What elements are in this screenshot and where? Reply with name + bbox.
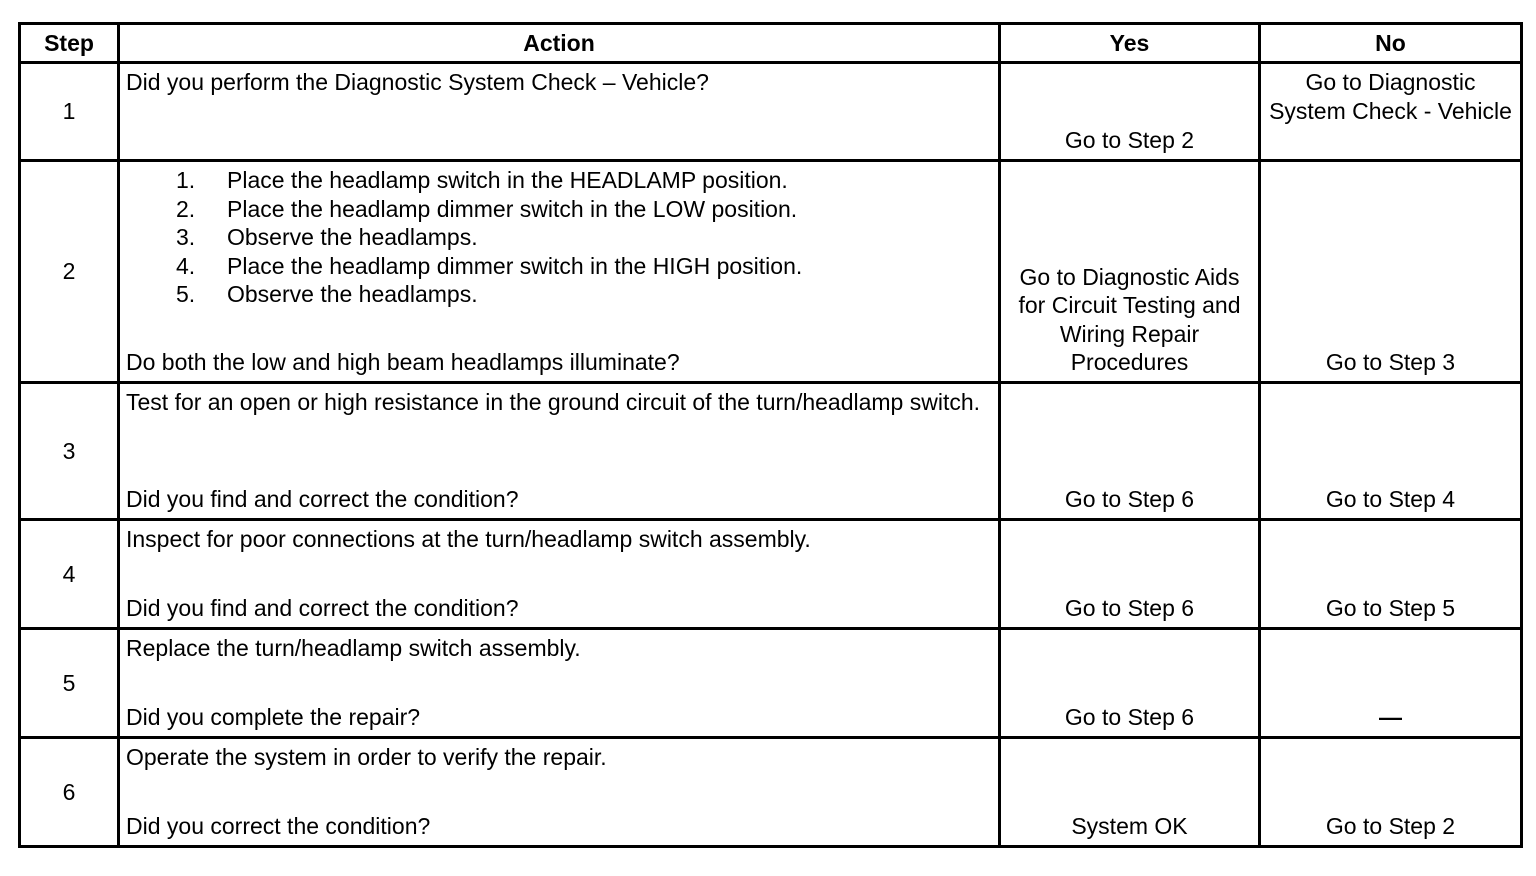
header-row — [20, 24, 1522, 63]
header-yes: Yes — [1000, 24, 1260, 63]
step-number: 5 — [20, 629, 119, 738]
header-action: Action — [119, 24, 1000, 63]
diagnostic-table — [18, 22, 1523, 848]
action-text: Test for an open or high resistance in the ground circuit of the turn/headlamp switch. — [126, 389, 981, 415]
action-text: Inspect for poor connections at the turn/headlamp switch assembly. — [126, 526, 811, 552]
table-row — [20, 629, 1522, 738]
no-result: — — [1260, 629, 1522, 738]
step-number: 3 — [20, 383, 119, 520]
list-item: 4. Place the headlamp dimmer switch in the HIGH position. — [176, 252, 803, 279]
action-text: Replace the turn/headlamp switch assembly. — [126, 635, 581, 661]
no-result: Go to Step 2 — [1260, 738, 1522, 847]
table-row — [20, 63, 1522, 161]
yes-result: System OK — [1000, 738, 1260, 847]
no-result: Go to Step 5 — [1260, 520, 1522, 629]
list-item: 1. Place the headlamp switch in the HEADLAMP position. — [176, 167, 788, 193]
no-result: Go to Diagnostic System Check - Vehicle — [1260, 63, 1522, 161]
action-cell — [119, 629, 1000, 738]
yes-result: Go to Step 2 — [1000, 63, 1260, 161]
action-question: Do both the low and high beam headlamps illuminate? — [126, 349, 680, 376]
diagnostic-table-container — [18, 22, 1523, 848]
yes-result: Go to Step 6 — [1000, 383, 1260, 520]
table-row — [20, 520, 1522, 629]
step-number: 2 — [20, 161, 119, 383]
action-text: Operate the system in order to verify the repair. — [126, 744, 607, 770]
header-step: Step — [20, 24, 119, 63]
action-cell — [119, 383, 1000, 520]
table-row — [20, 161, 1522, 383]
yes-result: Go to Step 6 — [1000, 520, 1260, 629]
action-question: Did you correct the condition? — [126, 813, 431, 840]
action-cell — [119, 520, 1000, 629]
yes-result: Go to Diagnostic Aids for Circuit Testing and Wiring Repair Procedures — [1000, 161, 1260, 383]
procedure-list — [170, 166, 992, 309]
table-row — [20, 738, 1522, 847]
action-cell — [119, 161, 1000, 383]
yes-result: Go to Step 6 — [1000, 629, 1260, 738]
list-item: 5. Observe the headlamps. — [176, 281, 478, 308]
table-row — [20, 383, 1522, 520]
no-result: Go to Step 4 — [1260, 383, 1522, 520]
header-no: No — [1260, 24, 1522, 63]
action-question: Did you complete the repair? — [126, 704, 421, 731]
step-number: 1 — [20, 63, 119, 161]
list-item: 3. Observe the headlamps. — [176, 224, 478, 251]
step-number: 6 — [20, 738, 119, 847]
action-cell — [119, 63, 1000, 161]
list-item: 2. Place the headlamp dimmer switch in the LOW position. — [176, 195, 798, 222]
step-number: 4 — [20, 520, 119, 629]
action-question: Did you find and correct the condition? — [126, 486, 519, 513]
action-question: Did you find and correct the condition? — [126, 595, 519, 622]
action-cell — [119, 738, 1000, 847]
action-text: Did you perform the Diagnostic System Check – Vehicle? — [126, 69, 709, 95]
no-result: Go to Step 3 — [1260, 161, 1522, 383]
